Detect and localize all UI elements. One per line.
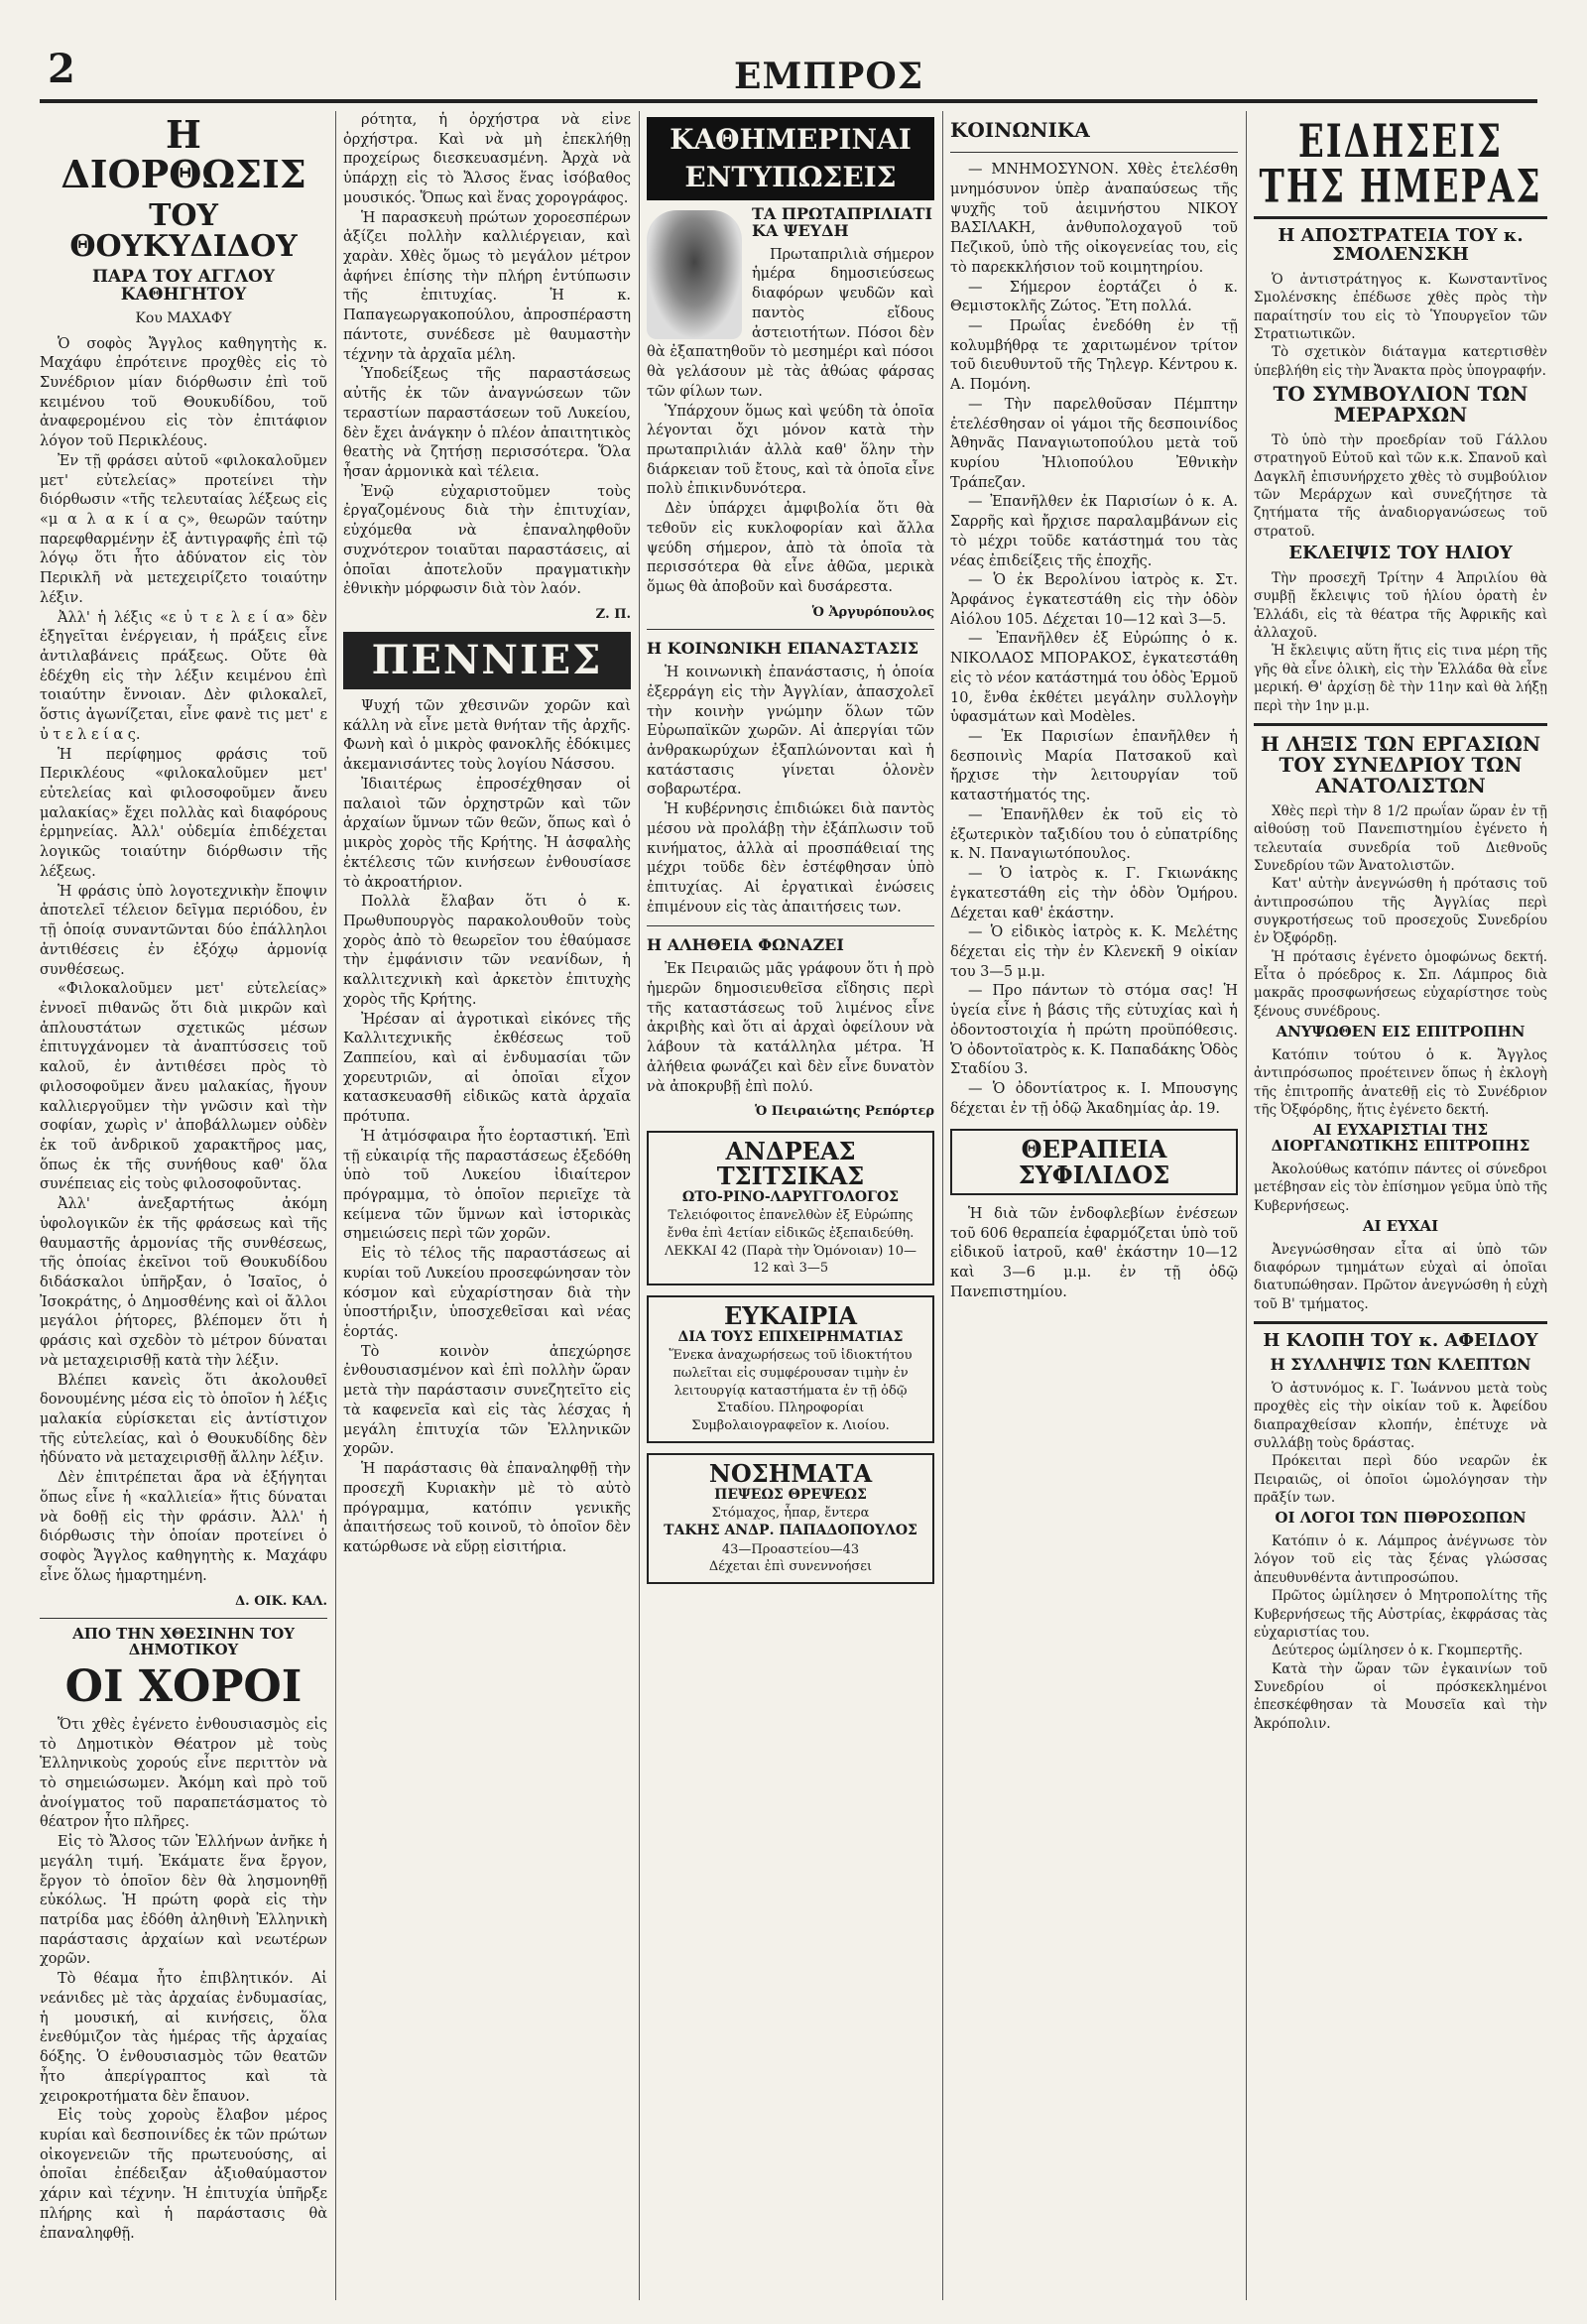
section-heading: Η ΚΟΙΝΩΝΙΚΗ ΕΠΑΝΑΣΤΑΣΙΣ bbox=[647, 639, 919, 659]
column-1 bbox=[40, 111, 327, 2300]
ad-body: Ἕνεκα ἀναχωρήσεως τοῦ ἰδιοκτήτου πωλεῖται εἰς συμφέρουσαν τιμὴν ἐν λειτουργίᾳ καταστήματα ἐν τῇ ὁδῷ Σταδίου. Πληροφορίαι Συμβολαιογραφεῖον κ. Λιοίου. bbox=[669, 1348, 913, 1433]
column-rule bbox=[639, 111, 640, 2300]
article-paragraph: Τὸ θέαμα ἦτο ἐπιβλητικόν. Αἱ νεάνιδες μὲ τὰς ἀρχαίας ἐνδυμασίας, ἡ μουσική, αἱ κινήσεις, ὅλα ἐνεθύμιζον τὰς ἡμέρας τῆς ἀρχαίας δόξης. Ὁ ἐνθουσιασμὸς τῶν θεατῶν ἦτο ἀπερίγραπτος καὶ τὰ χειροκροτήματα δὲν ἔπαυον. bbox=[40, 1971, 327, 2105]
page-number: 2 bbox=[48, 46, 75, 92]
social-item: — Ἐπανῆλθεν ἐκ Παρισίων ὁ κ. Α. Σαρρῆς καὶ ἤρχισε παραλαμβάνων εἰς τὸ μέχρι τοῦδε κατάστημά του τὰς νέας ἐπιδείξεις τῆς ἐποχῆς. bbox=[950, 494, 1238, 569]
ad-opportunity bbox=[647, 1295, 934, 1443]
article-paragraph: Ἡ διὰ τῶν ἐνδοφλεβίων ἐνέσεων τοῦ 606 θεραπεία ἐφαρμόζεται ὑπὸ τοῦ εἰδικοῦ ἰατροῦ, καθ' ἑκάστην 10—12 καὶ 3—6 μ.μ. ἐν τῇ ὁδῷ Πανεπιστημίου. bbox=[950, 1205, 1238, 1300]
byline: Κου ΜΑΧΑΦΥ bbox=[135, 310, 232, 327]
headline-professor: ΠΑΡΑ ΤΟΥ ΑΓΓΛΟΥ ΚΑΘΗΓΗΤΟΥ bbox=[91, 266, 276, 305]
headline-thoukydidou: ΤΟΥ ΘΟΥΚΥΔΙΔΟΥ bbox=[69, 197, 298, 265]
article-paragraph: Εἰς τοὺς χοροὺς ἔλαβον μέρος κυρίαι καὶ δεσποινίδες ἐκ τῶν πρώτων οἰκογενειῶν τῆς πρωτευούσης, αἱ ὁποῖαι ἐπέδειξαν ἀξιοθαύμαστον χάριν καὶ τέχνην. Ἡ ἐπιτυχία ὑπῆρξε πλήρης καὶ ἡ παράστασις θὰ ἐπαναληφθῇ. bbox=[40, 2108, 327, 2242]
ad-address: ΛΕΚΚΑΙ 42 (Παρὰ τὴν Ὁμόνοιαν) 10—12 καὶ 3—5 bbox=[664, 1243, 917, 1277]
news-paragraph: Πρῶτος ὡμίλησεν ὁ Μητροπολίτης τῆς Κυβερνήσεως τῆς Αὐστρίας, ἐκφράσας τὰς εὐχαριστίας του. bbox=[1254, 1588, 1547, 1641]
article-signature: Δ. ΟΙΚ. ΚΑΛ. bbox=[235, 1593, 327, 1609]
article-paragraph: Πρωταπριλιὰ σήμερον ἡμέρα δημοσιεύσεως διαφόρων ψευδῶν καὶ παντὸς εἴδους ἀστειοτήτων. Πόσοι δὲν θὰ ἐξαπατηθοῦν τὸ μεσημέρι καὶ πόσοι θὰ γελάσουν μὲ τὰς ἀθώας φάρσας τῶν φίλων των. bbox=[647, 246, 934, 400]
news-headline: ΟΙ ΛΟΓΟΙ ΤΩΝ ΠΙΘΡΟΣΩΠΩΝ bbox=[1275, 1509, 1526, 1528]
article-paragraph: Ἡ κυβέρνησις ἐπιδιώκει διὰ παντὸς μέσου νὰ προλάβῃ τὴν ἐξάπλωσιν τοῦ κινήματος, ἀλλὰ αἱ προσπάθειαί της μέχρι τοῦδε δὲν ἐστέφθησαν ὑπὸ ἐπιτυχίας. Αἱ ἐργατικαὶ ἑνώσεις ἐπιμένουν εἰς τὰς ἀπαιτήσεις των. bbox=[647, 801, 934, 916]
divider bbox=[647, 925, 934, 926]
news-paragraph: Κατὰ τὴν ὥραν τῶν ἐγκαινίων τοῦ Συνεδρίου οἱ πρόσκεκλημένοι ἐπεσκέφθησαν τὰ Μουσεῖα καὶ τὴν Ἀκρόπολιν. bbox=[1254, 1660, 1547, 1732]
column-rule bbox=[1246, 111, 1247, 2300]
news-headline: Η ΛΗΞΙΣ ΤΩΝ ΕΡΓΑΣΙΩΝ ΤΟΥ ΣΥΝΕΔΡΙΟΥ ΤΩΝ ΑΝΑΤΟΛΙΣΤΩΝ bbox=[1260, 731, 1541, 797]
ad-title: ΕΥΚΑΙΡΙΑ bbox=[723, 1301, 858, 1330]
article-paragraph: Ἡ παρασκευὴ πρώτων χοροεσπέρων ἀξίζει πολλὴν καλλιέργειαν, καὶ χαρὰν. Χθὲς ὅμως τὸ μεγάλον μέτρον ἀφήνει ἐπίσης τὴν πλήρη ἐντύπωσιν τῆς ἐπιτυχίας. Ἡ κ. Παπαγεωργακοπούλου, ἀπροσπέραστη πάντοτε, συνέδεσε μὲ θαυμαστὴν τέχνην τὰ ἀρχαῖα μέλη. bbox=[343, 209, 631, 363]
divider bbox=[647, 629, 934, 630]
news-headline: Η ΑΠΟΣΤΡΑΤΕΙΑ ΤΟΥ κ. ΣΜΟΛΕΝΣΚΗ bbox=[1278, 225, 1524, 265]
ad-title: ΑΝΔΡΕΑΣ ΤΣΙΤΣΙΚΑΣ bbox=[716, 1136, 865, 1191]
ad-title: ΝΟΣΗΜΑΤΑ bbox=[708, 1458, 873, 1488]
bird-illustration-icon bbox=[647, 210, 742, 339]
article-paragraph: Ὑπάρχουν ὅμως καὶ ψεύδη τὰ ὁποῖα λέγονται ὄχι μόνον κατὰ τὴν πρωταπριλιάν ἀλλὰ καθ' ὅλην τὴν διάρκειαν τοῦ ἔτους, καὶ τὰ ὁποῖα εἶνε πολὺ ἐπικινδυνότερα. bbox=[647, 403, 934, 498]
pennies-banner: ΠΕΝΝΙΕΣ bbox=[343, 632, 631, 689]
article-signature: Ὁ Πειραιώτης Ρεπόρτερ bbox=[755, 1104, 934, 1120]
social-item: — Ὁ ἐκ Βερολίνου ἰατρὸς κ. Στ. Ἀρφάνος ἐγκατεστάθη εἰς τὴν ὁδὸν Αἰόλου 105. Δέχεται 10—12 καὶ 3—5. bbox=[950, 572, 1238, 628]
impressions-subtitle: ΤΑ ΠΡΩΤΑΠΡΙΛΙΑΤΙ ΚΑ ΨΕΥΔΗ bbox=[752, 204, 932, 240]
news-headline: ΤΟ ΣΥΜΒΟΥΛΙΟΝ ΤΩΝ ΜΕΡΑΡΧΩΝ bbox=[1273, 381, 1528, 427]
ad-subtitle: ΔΙΑ ΤΟΥΣ ΕΠΙΧΕΙΡΗΜΑΤΙΑΣ bbox=[677, 1329, 904, 1346]
header-rule bbox=[40, 99, 1537, 103]
article-paragraph: Δὲν ἐπιτρέπεται ἄρα νὰ ἐξήγηται ὅπως εἶνε ἡ «καλλιεία» ἥτις δύναται νὰ δοθῇ εἰς τὴν φράσιν. Ἀλλ' ἡ διόρθωσις τὴν ὁποίαν προτείνει ὁ σοφὸς Ἄγγλος καθηγητὴς κ. Μαχάφυ εἶνε ὅλως ἡμαρτημένη. bbox=[40, 1470, 327, 1584]
news-paragraph: Ἀκολούθως κατόπιν πάντες οἱ σύνεδροι μετέβησαν εἰς τὸν ἐπίσημον γεῦμα ὑπὸ τῆς Κυβερνήσεως. bbox=[1254, 1161, 1547, 1214]
article-paragraph: Τὸ κοινὸν ἀπεχώρησε ἐνθουσιασμένον καὶ ἐπὶ πολλὴν ὥραν μετὰ τὴν παράστασιν συνεζητεῖτο εἰς τὰ καφενεῖα καὶ εἰς τὰς λέσχας ἡ μεγάλη ἐπιτυχία τῶν Ἑλληνικῶν χορῶν. bbox=[343, 1343, 631, 1458]
headline-diorthosis: Η ΔΙΟΡΘΩΣΙΣ bbox=[61, 112, 306, 196]
news-paragraph: Τὸ ὑπὸ τὴν προεδρίαν τοῦ Γάλλου στρατηγοῦ Εὐτοῦ καὶ τῶν κ.κ. Σπανοῦ καὶ Δαγκλῆ ἐπισυνήρχετο χθὲς τὸ συμβούλιον τῶν Μεράρχων καὶ συνεζήτησε τὰ ζητήματα τῆς ἀναδιοργανώσεως τοῦ στρατοῦ. bbox=[1254, 431, 1547, 540]
article-paragraph: Βλέπει κανεὶς ὅτι ἀκολουθεῖ δονουμένης μέσα εἰς τὸ ὁποῖον ἡ λέξις μαλακία εὑρίσκεται εἰς ἀντίστιχον τῆς εὐτελείας, καὶ ὁ Θουκυδίδης δὲν ἠδύνατο νὰ μεταχειρισθῇ ἄλλην λέξιν. bbox=[40, 1372, 327, 1467]
divider bbox=[950, 152, 1238, 153]
social-item: — Ἐπανῆλθεν ἐξ Εὐρώπης ὁ κ. ΝΙΚΟΛΑΟΣ ΜΠΟΡΑΚΟΣ, ἐγκατεστάθη εἰς τὸ νέον κατάστημά του ὁδὸς Ἑρμοῦ 10, ἔνθα ἐκθέτει μεγάλην συλλογὴν ὑφασμάτων καὶ Modèles. bbox=[950, 631, 1238, 726]
page-header bbox=[0, 0, 1587, 97]
ad-name: ΤΑΚΗΣ ΑΝΔΡ. ΠΑΠΑΔΟΠΟΥΛΟΣ bbox=[664, 1523, 917, 1539]
news-headline: ΕΚΛΕΙΨΙΣ ΤΟΥ ΗΛΙΟΥ bbox=[1288, 543, 1513, 564]
news-paragraph: Τὴν προσεχῆ Τρίτην 4 Ἀπριλίου θὰ συμβῇ ἔκλειψις τοῦ ἡλίου ὁρατὴ ἐν Ἑλλάδι, εἰς τὰ θέατρα τῆς Ἀφρικῆς καὶ ἀλλαχοῦ. bbox=[1254, 569, 1547, 642]
article-paragraph: Πολλὰ ἔλαβαν ὅτι ὁ κ. Πρωθυπουργὸς παρακολουθοῦν τοὺς χορὸς ἀπὸ τὸ θεωρεῖον του ἐθαύμασε τὴν ἐμφάνισιν τῶν νεανίδων, ἡ καλλιτεχνικὴ καὶ ἀρκετὸν ἐπιτυχὴς χορὸς τῆς Κρήτης. bbox=[343, 894, 631, 1008]
ad-doctor bbox=[647, 1131, 934, 1285]
article-paragraph: Ἀλλ' ἀνεξαρτήτως ἀκόμη ὑφολογικῶν ἐκ τῆς φράσεως καὶ τῆς θαυμαστῆς ἁρμονίας τῆς συνθέσεως, τῆς ὁποίας ἐκεῖνοι τοῦ Θουκυδίδου διδάσκαλοι ὑπῆρξαν, ὁ Ἰσαῖος, ὁ Ἰσοκράτης, ὁ Δημοσθένης καὶ οἱ ἄλλοι μεγάλοι ῥήτορες, βλέπομεν ὅτι ἡ φράσις καὶ σχεδὸν τὸ μέτρον δύναται νὰ μεταχειρισθῇ κατὰ τὴν λέξιν. bbox=[40, 1196, 327, 1369]
divider bbox=[40, 1618, 327, 1619]
social-item: — Ὁ ὀδοντίατρος κ. Ι. Μπουσγης δέχεται ἐν τῇ ὁδῷ Ἀκαδημίας ἀρ. 19. bbox=[950, 1080, 1238, 1117]
article-paragraph: Εἰς τὸ Ἄλσος τῶν Ἑλλήνων ἀνῆκε ἡ μεγάλη τιμή. Ἐκάματε ἕνα ἔργον, ἔργον τὸ ὁποῖον δὲν θὰ λησμονηθῇ εὐκόλως. Ἡ πρώτη φορὰ εἰς τὴν πατρίδα μας ἐδόθη ἀληθινὴ Ἑλληνικὴ παράστασις ἀρχαίων καὶ νεωτέρων χορῶν. bbox=[40, 1834, 327, 1968]
news-paragraph: Κατόπιν τούτου ὁ κ. Ἄγγλος ἀντιπρόσωπος προέτεινεν ὅπως ἡ ἐκλογὴ τῆς ἐπιτροπῆς ἀνατεθῇ εἰς τὸ Συνέδριον τῆς Ὀξφόρδης, ἥτις ἐγένετο δεκτή. bbox=[1254, 1046, 1547, 1118]
article-paragraph: Ἡ φράσις ὑπὸ λογοτεχνικὴν ἔποψιν ἀποτελεῖ τέλειον δεῖγμα περιόδου, ἐν τῇ ὁποίᾳ συναντῶνται δύο ἐπάλληλοι ἀντιθέσεις ἐν ἐξόχῳ ἁρμονίᾳ συνθέσεως. bbox=[40, 883, 327, 978]
news-paragraph: Ἀνεγνώσθησαν εἶτα αἱ ὑπὸ τῶν διαφόρων τμημάτων εὐχαὶ αἱ ὁποῖαι διατυπώθησαν. Πρῶτον ἀνεγνώσθη ἡ εὐχὴ τοῦ Β' τμήματος. bbox=[1254, 1241, 1547, 1312]
news-headline: Η ΣΥΛΛΗΨΙΣ ΤΩΝ ΚΛΕΠΤΩΝ bbox=[1270, 1355, 1531, 1375]
ad-address: 43—Προαστείου—43 bbox=[721, 1541, 860, 1557]
social-item: — Ἐκ Παρισίων ἐπανῆλθεν ἡ δεσποινὶς Μαρία Πατσακοῦ καὶ ἤρχισε τὴν λειτουργίαν τοῦ καταστήματός της. bbox=[950, 729, 1238, 804]
article-paragraph: Δὲν ὑπάρχει ἀμφιβολία ὅτι θὰ τεθοῦν εἰς κυκλοφορίαν καὶ ἄλλα ψεύδη σήμερον, ἀπὸ τὰ ὁποῖα τὰ περισσότερα θὰ εἶνε ἀθῶα, μερικὰ ὅμως θὰ ἀποβοῦν καὶ δυσάρεστα. bbox=[647, 501, 934, 595]
kathimerinai-banner: ΚΑΘΗΜΕΡΙΝΑΙ ΕΝΤΥΠΩΣΕΙΣ bbox=[647, 117, 934, 200]
social-item: — Σήμερον ἑορτάζει ὁ κ. Θεμιστοκλῆς Ζώτος. Ἔτη πολλά. bbox=[950, 279, 1238, 315]
article-paragraph: Ἰδιαιτέρως ἐπροσέχθησαν οἱ παλαιοὶ τῶν ὀρχηστρῶν καὶ τῶν ἀρχαίων ὕμνων τῶν θεῶν, ὅπως καὶ ὁ μικρὸς χορὸς τῆς Κρήτης. Ἡ ἀσφαλὴς ἐκτέλεσις τῶν κινήσεων ἐνθουσίασε τὸ ἀκροατήριον. bbox=[343, 776, 631, 891]
ad-footer: Δέχεται ἐπὶ συνεννοήσει bbox=[708, 1559, 873, 1575]
article-paragraph: Ἀλλ' ἡ λέξις «ε ὐ τ ε λ ε ί α» δὲν ἐξηγεῖται ἐνέργειαν, ἡ πράξεις εἶνε ἀντιλαβάνεις πράξεως. Οὔτε θὰ ἐδέχθη εἰς τὴν λέξιν κειμένου ἐπὶ τοιαύτην ἔννοιαν. Δὲν φιλοκαλεῖ, ὅστις ἀγωνίζεται, εἶνε φανὲ τις μετ' ε ὐ τ ε λ ε ί α ς. bbox=[40, 609, 327, 743]
article-paragraph: Ἐνῷ εὐχαριστοῦμεν τοὺς ἐργαζομένους διὰ τὴν ἐπιτυχίαν, εὐχόμεθα νὰ ἐπαναληφθοῦν συχνότερον τοιαῦται παραστάσεις, αἱ ὁποῖαι ἀποτελοῦν πραγματικὴν ἐθνικὴν μόρφωσιν διὰ τὸν λαόν. bbox=[343, 483, 631, 598]
article-paragraph: Εἰς τὸ τέλος τῆς παραστάσεως αἱ κυρίαι τοῦ Λυκείου προσεφώνησαν τὸν κόσμον καὶ εὐχαρίστησαν διὰ τὴν ὑποστήριξιν, ὑποσχεθεῖσαι καὶ νέας ἑορτάς. bbox=[343, 1246, 631, 1341]
social-item: — Προ πάντων τὸ στόμα σας! Ἡ ὑγεία εἶνε ἡ βάσις τῆς εὐτυχίας καὶ ἡ ὀδοντοστοιχία ἡ πρώτη προϋπόθεσις. Ὁ ὀδοντοϊατρὸς κ. Κ. Παπαδάκης Ὁδὸς Σταδίου 3. bbox=[950, 983, 1238, 1078]
news-headline: ΑΙ ΕΥΧΑΙ bbox=[1362, 1216, 1439, 1235]
article-paragraph: Ἡ ἀτμόσφαιρα ἦτο ἑορταστική. Ἐπὶ τῇ εὐκαιρίᾳ τῆς παραστάσεως ἐξεδόθη ὑπὸ τοῦ Λυκείου ἰδιαίτερον πρόγραμμα, τὸ ὁποῖον περιεῖχε τὰ κείμενα τῶν ὕμνων καὶ ἱστορικὰς σημειώσεις περὶ τῶν χορῶν. bbox=[343, 1128, 631, 1243]
column-rule bbox=[335, 111, 336, 2300]
article-paragraph: Ἐν τῇ φράσει αὐτοῦ «φιλοκαλοῦμεν μετ' εὐτελείας» προτείνει τὴν διόρθωσιν «τῆς τελευταίας λέξεως εἰς «μ α λ α κ ί α ς», θεωρῶν ταύτην παρεφθαρμένην ἐξ ἀντιγραφῆς ἐπὶ τῷ λόγῳ ὅτι ἦτο ἀδύνατον εἰς τὸν Περικλῆ νὰ μετεχειρίζετο τοιαύτην λέξιν. bbox=[40, 452, 327, 606]
ad-subtitle: ΠΕΨΕΩΣ ΘΡΕΨΕΩΣ bbox=[714, 1486, 867, 1503]
divider bbox=[1254, 1321, 1547, 1324]
article-signature: Ὁ Ἀργυρόπουλος bbox=[811, 604, 934, 620]
article-paragraph: ρότητα, ἡ ὀρχήστρα νὰ εἶνε ὀρχήστρα. Καὶ νὰ μὴ ἐπεκλήθῃ προχείρως διεσκευασμένη. Ἀρχὰ νὰ ὑπάρχῃ εἰς τὸ Ἄλσος ἕνας ἰσόβαθος μουσικός. Ὅπως καὶ ἕνας χορογράφος. bbox=[343, 112, 631, 206]
news-paragraph: Δεύτερος ὡμίλησεν ὁ κ. Γκομπερτῆς. bbox=[1272, 1643, 1524, 1659]
ad-subtitle: ΩΤΟ-ΡΙΝΟ-ΛΑΡΥΓΓΟΛΟΓΟΣ bbox=[681, 1189, 900, 1206]
news-paragraph: Κατόπιν ὁ κ. Λάμπρος ἀνέγνωσε τὸν λόγον τοῦ εἰς τὰς ξένας γλώσσας ἀπευθυνθέντα ἀντιπροσώπου. bbox=[1254, 1533, 1547, 1586]
article-paragraph: Ἠρέσαν αἱ ἀγροτικαὶ εἰκόνες τῆς Καλλιτεχνικῆς ἐκθέσεως τοῦ Ζαππείου, καὶ αἱ ἐνδυμασίαι τῶν χορευτριῶν, αἱ ὁποῖαι εἶχον κατασκευασθῆ εἰδικῶς κατὰ ἀρχαῖα πρότυπα. bbox=[343, 1011, 631, 1126]
article-paragraph: Ψυχή τῶν χθεσινῶν χορῶν καὶ κάλλη νὰ εἶνε μετὰ θνήταν τῆς ἀρχῆς. Φωνὴ καὶ ὁ μικρὸς φανοκλῆς ἐδόκιμες ἀκεμανισάντες τοὺς λογίου Νάσσου. bbox=[343, 698, 631, 774]
article-paragraph: Ὅτι χθὲς ἐγένετο ἐνθουσιασμὸς εἰς τὸ Δημοτικὸν Θέατρον μὲ τοὺς Ἑλληνικοὺς χορούς εἶνε περιττὸν νὰ τὸ σημειώσωμεν. Ἀκόμη καὶ πρὸ τοῦ ἀνοίγματος τοῦ παραπετάσματος τὸ θέατρον ἦτο πλῆρες. bbox=[40, 1716, 327, 1831]
news-paragraph: Ἡ πρότασις ἐγένετο ὁμοφώνως δεκτή. Εἶτα ὁ πρόεδρος κ. Σπ. Λάμπρος διὰ μακρᾶς προσφωνήσεως εὐχαρίστησε τοὺς ξένους συνέδρους. bbox=[1254, 948, 1547, 1020]
news-headline: ΑΙ ΕΥΧΑΡΙΣΤΙΑΙ ΤΗΣ ΔΙΟΡΓΑΝΩΤΙΚΗΣ ΕΠΙΤΡΟΠΗΣ bbox=[1271, 1121, 1530, 1156]
article-paragraph: «Φιλοκαλοῦμεν μετ' εὐτελείας» ἐννοεῖ πιθανῶς ὅτι διὰ μικρῶν καὶ ἁπλουστάτων σχετικῶς μέσων ἐπιτυγχάνομεν τὰ ἀναπτύσσεις τοῦ καλοῦ, ἐν ἀντιθέσει πρὸς τὸ φιλοσοφοῦμεν ἄνευ μαλακίας, ἤγουν καλλιεργοῦμεν τὴν γνῶσιν καὶ τὴν σοφίαν, χωρὶς ν' ἀποβάλλωμεν οὐδὲν ἐκ τοῦ ἀνδρικοῦ χαρακτῆρος μας, ὅπως ἐκ τῆς συνήθους καθ' ὅλα συνέπειας εἰς τοὺς φιλοσοφοῦντας. bbox=[40, 981, 327, 1193]
news-paragraph: Χθὲς περὶ τὴν 8 1/2 πρωΐαν ὥραν ἐν τῇ αἰθούσῃ τοῦ Πανεπιστημίου ἐγένετο ἡ τελευταία συνεδρία τοῦ Διεθνοῦς Συνεδρίου τῶν Ἀνατολιστῶν. bbox=[1254, 802, 1547, 874]
social-item: — Ὁ ἰατρὸς κ. Γ. Γκιωνάκης ἐγκατεστάθη εἰς τὴν ὁδὸν Ὁμήρου. Δέχεται καθ' ἑκάστην. bbox=[950, 866, 1238, 921]
ad-syphilis bbox=[950, 1129, 1238, 1194]
section-label: ΑΠΟ ΤΗΝ ΧΘΕΣΙΝΗΝ ΤΟΥ ΔΗΜΟΤΙΚΟΥ bbox=[72, 1625, 295, 1658]
article-paragraph: Ἐκ Πειραιῶς μᾶς γράφουν ὅτι ἡ πρὸ ἡμερῶν δημοσιευθεῖσα εἴδησις περὶ τῆς καταστάσεως τοῦ λιμένος εἶνε ἀκριβὴς καὶ ὅτι αἱ ἀρχαὶ ὀφείλουν νὰ λάβουν τὰ κατάλληλα μέτρα. Ἡ ἀλήθεια φωνάζει καὶ δὲν εἶνε δυνατὸν νὰ ἀποκρυβῇ ἐπὶ πολύ. bbox=[647, 961, 934, 1095]
article-paragraph: Ἡ κοινωνικὴ ἐπανάστασις, ἡ ὁποία ἐξερράγη εἰς τὴν Ἀγγλίαν, ἀπασχολεῖ τὴν κοινὴν γνώμην ὅλων τῶν Εὐρωπαϊκῶν χωρῶν. Αἱ ἀπεργίαι τῶν ἀνθρακωρύχων ἐξαπλώνονται καὶ ἡ κατάστασις γίνεται ὁλονὲν σοβαρωτέρα. bbox=[647, 665, 934, 798]
social-item: — Ἐπανῆλθεν ἐκ τοῦ εἰς τὸ ἐξωτερικὸν ταξιδίου του ὁ εὐπατρίδης κ. Ν. Παναγιωτόπουλος. bbox=[950, 806, 1238, 863]
ad-title: ΘΕΡΑΠΕΙΑ ΣΥΦΙΛΙΔΟΣ bbox=[1018, 1135, 1170, 1189]
column-rule bbox=[942, 111, 943, 2300]
ad-body: Στόμαχος, ἧπαρ, ἔντερα bbox=[711, 1505, 870, 1521]
ad-body: Τελειόφοιτος ἐπανελθὼν ἐξ Εὐρώπης ἔνθα ἐπὶ 4ετίαν εἰδικῶς ἐξεπαιδεύθη. bbox=[667, 1208, 915, 1241]
article-signature: Ζ. Π. bbox=[595, 606, 631, 622]
social-item: — Ὁ εἰδικὸς ἰατρὸς κ. Κ. Μελέτης δέχεται εἰς τὴν ἐν Κλενεκῆ 9 οἰκίαν του 3—5 μ.μ. bbox=[950, 924, 1238, 980]
divider bbox=[1254, 723, 1547, 726]
news-headline: ΑΝΥΨΩΘΕΝ ΕΙΣ ΕΠΙΤΡΟΠΗΝ bbox=[1276, 1023, 1526, 1041]
article-paragraph: Ἡ περίφημος φράσις τοῦ Περικλέους «φιλοκαλοῦμεν μετ' εὐτελείας καὶ φιλοσοφοῦμεν ἄνευ μαλακίας» ἔχει πολλὰς καὶ διαφόρους ἑρμηνείας. Ἀλλ' οὐδεμία ἐπιδέχεται λογικῶς τοιαύτην διόρθωσιν τῆς λέξεως. bbox=[40, 746, 327, 880]
column-5 bbox=[1254, 111, 1547, 2300]
social-heading: ΚΟΙΝΩΝΙΚΑ bbox=[950, 118, 1090, 142]
social-item: — ΜΝΗΜΟΣΥΝΟΝ. Χθὲς ἐτελέσθη μνημόσυνον ὑπὲρ ἀναπαύσεως τῆς ψυχῆς τοῦ ἀειμνήστου ΝΙΚΟΥ ΒΑΣΙΛΑΚΗ, ἀνθυπολοχαγοῦ τοῦ Πεζικοῦ, ὑπὸ τῆς οἰκογενείας του, εἰς τὸ παρεκκλήσιον τοῦ κοιμητηρίου. bbox=[950, 162, 1238, 276]
column-2 bbox=[343, 111, 631, 2300]
section-heading: Η ΑΛΗΘΕΙΑ ΦΩΝΑΖΕΙ bbox=[647, 935, 844, 955]
news-banner: ΕΙΔΗΣΕΙΣ ΤΗΣ ΗΜΕΡΑΣ bbox=[1259, 114, 1542, 214]
column-3 bbox=[647, 111, 934, 2300]
article-paragraph: Ὑποδείξεως τῆς παραστάσεως αὐτῆς ἐκ τῶν ἀναγνώσεων τῶν τεραστίων παραστάσεων τοῦ Λυκείου, δὲν ἔχει ἀνάγκην ὁ πλέον ἀπαιτητικὸς θεατὴς νὰ ζητήσῃ περισσότερα. Ὅλα ἦσαν ἁρμονικὰ καὶ τέλεια. bbox=[343, 366, 631, 480]
news-paragraph: Ὁ ἀντιστράτηγος κ. Κωνσταντῖνος Σμολένσκης ἐπέδωσε χθὲς πρὸς τὴν παραίτησίν του εἰς τὸ Ὑπουργεῖον τῶν Στρατιωτικῶν. bbox=[1254, 271, 1547, 342]
article-paragraph: Ὁ σοφὸς Ἄγγλος καθηγητὴς κ. Μαχάφυ ἐπρότεινε προχθὲς εἰς τὸ Συνέδριον μίαν διόρθωσιν ἐπὶ τοῦ κειμένου τοῦ Θουκυδίδου, τοῦ ἀναφερομένου εἰς τὸν ἐπιτάφιον λόγον τοῦ Περικλέους. bbox=[40, 335, 327, 450]
social-item: — Πρωΐας ἐνεδόθη ἐν τῇ κολυμβήθρᾳ τε χαριτωμένον τρίτον τοῦ διευθυντοῦ τῆς Τηλεγρ. Κέντρου κ. Α. Πομόνη. bbox=[950, 317, 1238, 394]
news-headline: Η ΚΛΟΠΗ ΤΟΥ κ. ΑΦΕΙΔΟΥ bbox=[1263, 1330, 1538, 1352]
ad-digestion bbox=[647, 1453, 934, 1584]
news-paragraph: Τὸ σχετικὸν διάταγμα κατερτισθὲν ὑπεβλήθη εἰς τὴν Ἄνακτα πρὸς ὑπογραφήν. bbox=[1254, 344, 1547, 379]
headline-choroi: ΟΙ ΧΟΡΟΙ bbox=[64, 1660, 303, 1712]
news-paragraph: Πρόκειται περὶ δύο νεαρῶν ἐκ Πειραιῶς, οἱ ὁποῖοι ὡμολόγησαν τὴν πρᾶξίν των. bbox=[1254, 1453, 1547, 1506]
news-paragraph: Ἡ ἔκλειψις αὕτη ἥτις εἰς τινα μέρη τῆς γῆς θὰ εἶνε ὁλικὴ, εἰς τὴν Ἑλλάδα θὰ εἶνε μερική. Θ' ἀρχίσῃ δὲ τὴν 11ην καὶ θὰ λήξῃ περὶ τὴν 1ην μ.μ. bbox=[1254, 643, 1547, 714]
column-4 bbox=[950, 111, 1238, 2300]
article-paragraph: Ἡ παράστασις θὰ ἐπαναληφθῇ τὴν προσεχῆ Κυριακὴν μὲ τὸ αὐτὸ πρόγραμμα, κατόπιν γενικῆς ἀπαιτήσεως τοῦ κοινοῦ, τὸ ὁποῖον δὲν κατώρθωσε νὰ εὕρῃ εἰσιτήρια. bbox=[343, 1461, 631, 1555]
news-paragraph: Κατ' αὐτὴν ἀνεγνώσθη ἡ πρότασις τοῦ ἀντιπροσώπου τῆς Ἀγγλίας περὶ συγκροτήσεως τοῦ προσεχοῦς Συνεδρίου ἐν Ὀξφόρδῃ. bbox=[1254, 876, 1547, 947]
news-paragraph: Ὁ ἀστυνόμος κ. Γ. Ἰωάννου μετὰ τοὺς προχθὲς εἰς τὴν οἰκίαν τοῦ κ. Ἀφείδου διαπραχθείσαν κλοπήν, ἐπέτυχε νὰ συλλάβῃ τοὺς δράστας. bbox=[1254, 1380, 1547, 1451]
paper-title: ΕΜΠΡΟΣ bbox=[734, 56, 924, 97]
social-item: — Τὴν παρελθοῦσαν Πέμπτην ἐτελέσθησαν οἱ γάμοι τῆς δεσποινίδος Ἀθηνᾶς Παναγιωτοπούλου μετὰ τοῦ κυρίου Ἠλιοπούλου Ἐθνικὴν Τράπεζαν. bbox=[950, 396, 1238, 491]
